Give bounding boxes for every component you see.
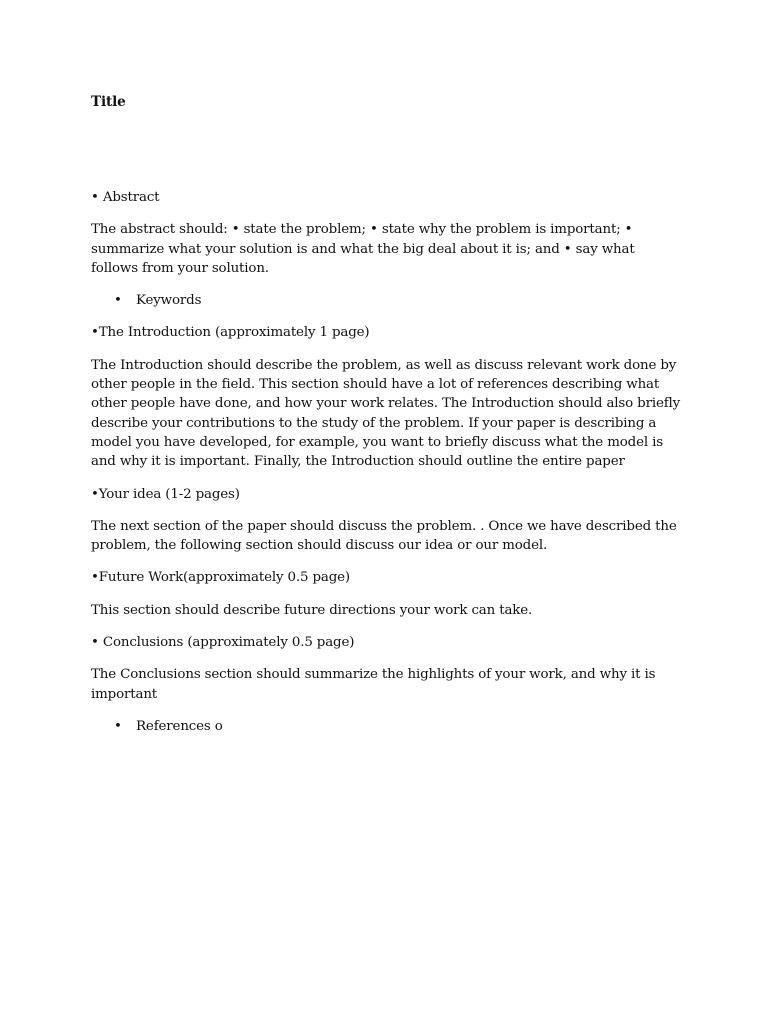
document-title: Title bbox=[91, 94, 126, 110]
future-work-text: This section should describe future directions your work can take. bbox=[91, 602, 533, 618]
conclusions-text: The Conclusions section should summarize the highlights of your work, and why it is important bbox=[91, 667, 656, 702]
introduction-heading: •The Introduction (approximately 1 page) bbox=[91, 325, 370, 341]
idea-text: The next section of the paper should discuss the problem. . Once we have described the problem, the following section should discuss our idea or our model. bbox=[91, 518, 677, 554]
keywords-item bbox=[91, 291, 681, 310]
introduction-text: The Introduction should describe the problem, as well as discuss relevant work done by other people in the field. This section should have a lot of references describing what other people have done, and how your work relates. The Introduction should also briefly describe your contributions to the study of the problem. If your paper is describing a model you have developed, for example, you want to briefly discuss what the model is and why it is important. Finally, the Introduction should outline the entire paper bbox=[91, 357, 681, 470]
abstract-text: The abstract should: • state the problem; • state why the problem is important; • summarize what your solution is and what the big deal about it is; and • say what follows from your solution. bbox=[91, 222, 635, 276]
bullet-icon: • bbox=[114, 718, 122, 734]
document-body bbox=[91, 92, 681, 749]
abstract-heading: • Abstract bbox=[91, 190, 160, 205]
references-item bbox=[91, 717, 681, 736]
references-label: References o bbox=[136, 718, 223, 734]
conclusions-heading: • Conclusions (approximately 0.5 page) bbox=[91, 635, 355, 651]
idea-heading: •Your idea (1-2 pages) bbox=[91, 486, 240, 502]
keywords-label: Keywords bbox=[136, 293, 202, 309]
bullet-icon: • bbox=[114, 293, 122, 309]
future-work-heading: •Future Work(approximately 0.5 page) bbox=[91, 570, 350, 586]
